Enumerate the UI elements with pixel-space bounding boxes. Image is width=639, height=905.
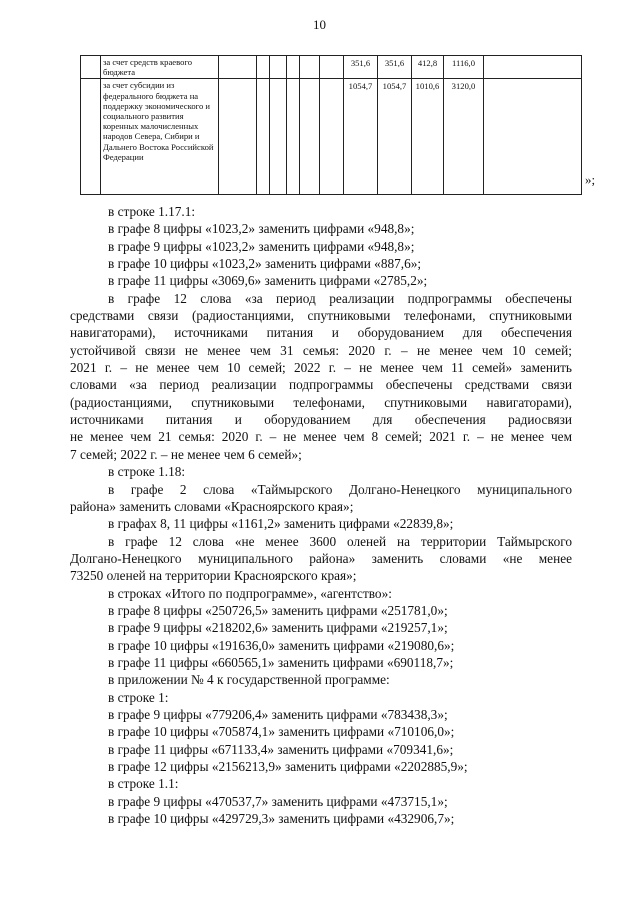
table-cell-value: 351,6 (344, 56, 378, 79)
text-line: в графе 8 цифры «1023,2» заменить цифрами «948,8»; (108, 221, 415, 237)
text-line: словами «за период реализации подпрограммы обеспечены средствами связи (70, 377, 572, 393)
text-line: Долгано-Ненецкого муниципального района» заменить словами «не менее (70, 550, 572, 566)
table-cell-label: за счет субсидии из федерального бюджета на поддержку экономического и социального развития коренных малочисленных народов Севера, Сибири и Дальнего Востока Российской Федерации (101, 79, 219, 195)
text-line: в графе 9 цифры «218202,6» заменить цифрами «219257,1»; (108, 620, 448, 636)
text-line: 7 семей; 2022 г. – не менее чем 6 семей»; (70, 446, 302, 462)
text-line: не менее чем 21 семья: 2020 г. – не менее чем 8 семей; 2021 г. – не менее чем (70, 429, 572, 445)
text-line: средствами связи (радиостанциями, спутниковыми телефонами, спутниковыми (70, 308, 572, 324)
text-line: в графе 9 цифры «1023,2» заменить цифрами «948,8»; (108, 238, 415, 254)
budget-table-fragment (80, 55, 582, 195)
text-line: в графе 11 цифры «671133,4» заменить цифрами «709341,6»; (108, 741, 454, 757)
text-line: (радиостанциями, спутниковыми телефонами, спутниковыми навигаторами), (70, 394, 572, 410)
table-closing-quote: »; (585, 172, 596, 187)
text-line: в графе 10 цифры «1023,2» заменить цифрами «887,6»; (108, 256, 422, 272)
text-line: устойчивой связи не менее чем 31 семья: 2020 г. – не менее чем 10 семей; (70, 342, 572, 358)
text-line: в строках «Итого по подпрограмме», «агентство»: (108, 585, 392, 601)
table-cell-value: 1010,6 (412, 79, 444, 195)
text-line: в графе 12 цифры «2156213,9» заменить цифрами «2202885,9»; (108, 759, 468, 774)
text-line: в графах 8, 11 цифры «1161,2» заменить цифрами «22839,8»; (108, 516, 454, 532)
table-cell-value: 1054,7 (344, 79, 378, 195)
document-body (70, 203, 572, 827)
text-line: 73250 оленей на территории Красноярского края»; (70, 568, 357, 584)
table-cell-value: 1054,7 (378, 79, 412, 195)
table-row (81, 79, 582, 195)
text-line: в графе 12 слова «не менее 3600 оленей на территории Таймырского (108, 533, 572, 549)
text-line: в строке 1: (108, 689, 169, 705)
text-line: района» заменить словами «Красноярского края»; (70, 498, 354, 514)
page-number: 10 (313, 17, 326, 32)
text-line: в приложении № 4 к государственной программе: (108, 672, 390, 688)
text-line: в графе 12 слова «за период реализации подпрограммы обеспечены (108, 290, 572, 306)
text-line: в графе 11 цифры «660565,1» заменить цифрами «690118,7»; (108, 654, 454, 670)
table-row (81, 56, 582, 79)
text-line: источниками питания и оборудованием для обеспечения радиосвязи (70, 412, 572, 428)
table-cell-value: 351,6 (378, 56, 412, 79)
text-line: 2021 г. – не менее чем 10 семей; 2022 г. – не менее чем 11 семей» заменить (70, 360, 572, 376)
text-line: навигаторами), источниками питания и оборудованием для обеспечения (70, 325, 572, 341)
text-line: в графе 9 цифры «779206,4» заменить цифрами «783438,3»; (108, 706, 448, 722)
text-line: в графе 11 цифры «3069,6» заменить цифрами «2785,2»; (108, 273, 428, 289)
table-cell-value: 412,8 (412, 56, 444, 79)
text-line: в строке 1.17.1: (108, 204, 196, 219)
text-line: в строке 1.18: (108, 464, 186, 480)
table-cell-value: 1116,0 (444, 56, 484, 79)
table-cell-label: за счет средств краевого бюджета (101, 56, 219, 79)
text-line: в графе 10 цифры «705874,1» заменить цифрами «710106,0»; (108, 724, 455, 740)
text-line: в графе 10 цифры «191636,0» заменить цифрами «219080,6»; (108, 637, 455, 653)
table-cell-value: 3120,0 (444, 79, 484, 195)
text-line: в графе 8 цифры «250726,5» заменить цифрами «251781,0»; (108, 602, 448, 618)
text-line: в строке 1.1: (108, 776, 179, 792)
text-line: в графе 2 слова «Таймырского Долгано-Ненецкого муниципального (108, 481, 572, 497)
text-line: в графе 9 цифры «470537,7» заменить цифрами «473715,1»; (108, 793, 448, 809)
text-line: в графе 10 цифры «429729,3» заменить цифрами «432906,7»; (108, 811, 455, 827)
